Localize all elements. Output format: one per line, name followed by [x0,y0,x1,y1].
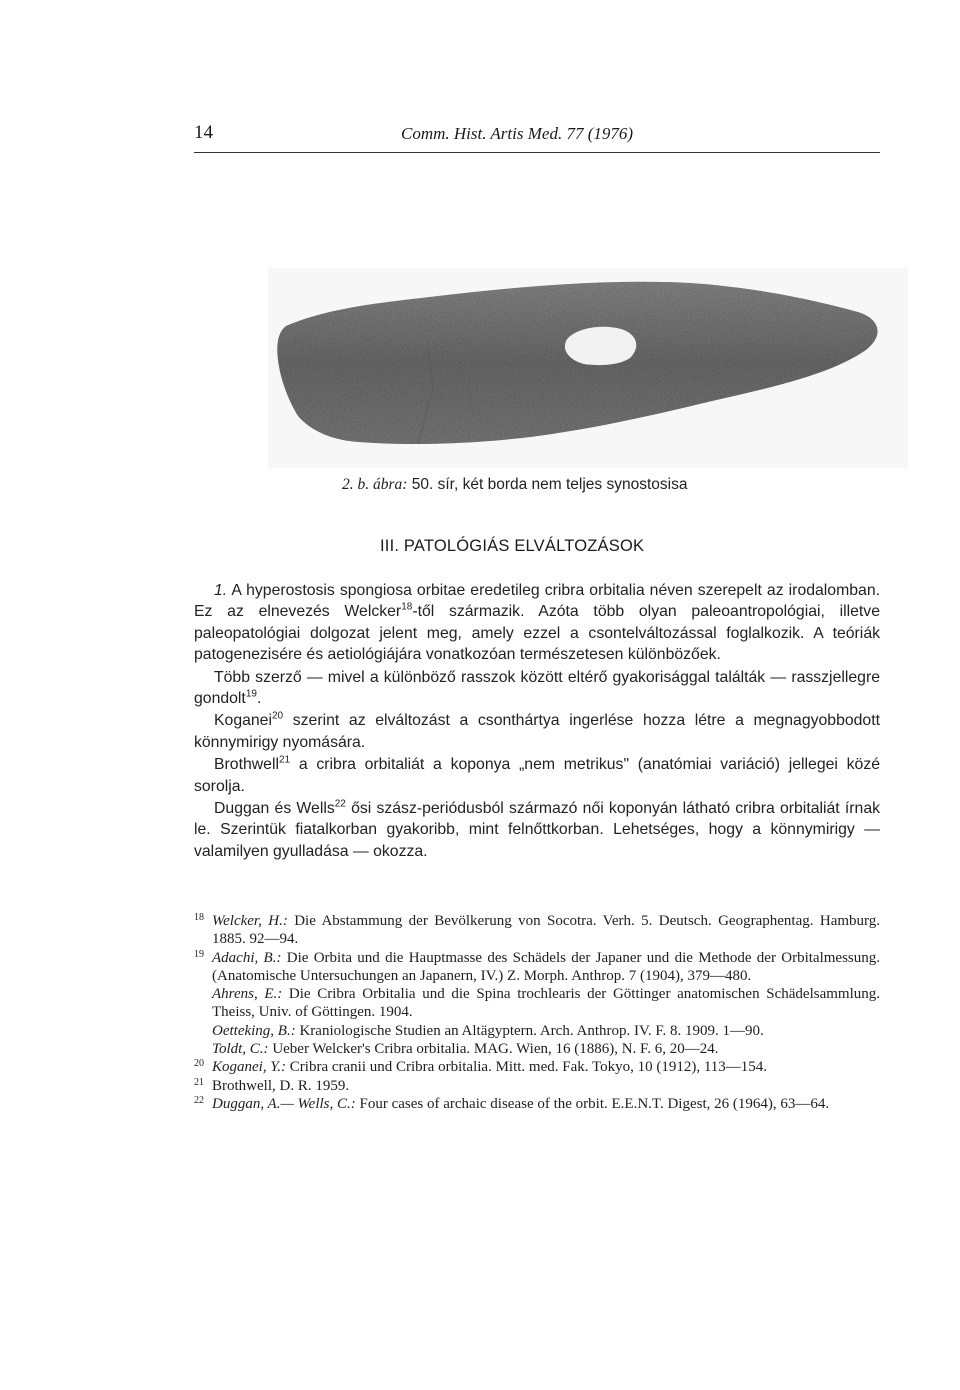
caption-text: 50. sír, két borda nem teljes synostosisa [411,476,688,493]
journal-citation: Comm. Hist. Artis Med. 77 (1976) [401,124,634,143]
footnotes [194,912,880,1113]
paragraph-1: 1. A hyperostosis spongiosa orbitae eredetileg cribra orbitalia néven szerepelt az irodalomban. Ez az elnevezés Welcker$^{18}$-től származik. Azóta több olyan paleoantropológiai, illetve paleopatológiai dolgozat jelent meg, amely ezzel a csontelváltozással foglalkozik. A teóriák patogenezisére és aetiológiájára vonatkozóan természetesen különbözőek. [194,582,880,664]
paragraph-5: Duggan és Wells$^{22}$ ősi szász-periódusból származó női koponyán látható cribra orbitaliát írnak le. Szerintük fiatalkorban gyakoribb, mint felnőttkorban. Lehetséges, hogy a könnymirigy — valamilyen gyulladása — okozza. [194,798,881,860]
footnote: Oetteking, B.: Kraniologische Studien an Altägyptern. Arch. Anthrop. IV. F. 8. 1909. 1—90. [212,1022,764,1039]
page-number: 14 [194,122,213,143]
paragraph-2: Több szerző — mivel a különböző rasszok között eltérő gyakorisággal találták — rasszjellegre gondolt$^{19}$. [194,668,880,708]
paragraph-3: Koganei$^{20}$ szerint az elváltozást a csonthártya ingerlése hozza létre a megnagyobbodott könnymirigy nyomására. [194,711,880,751]
footnote: Ahrens, E.: Die Cribra Orbitalia und die Spina trochlearis der Göttinger anatomischen Schädelsammlung. Theiss, Univ. of Göttingen. 1904. [212,986,880,1021]
caption-label: 2. b. ábra: [342,476,408,493]
figure-caption [342,476,687,494]
footnote: 21 Brothwell, D. R. 1959. [194,1076,350,1094]
paragraph-4: Brothwell$^{21}$ a cribra orbitaliát a koponya „nem metrikus" (anatómiai variáció) jellegei közé sorolja. [194,754,880,795]
footnote: Toldt, C.: Ueber Welcker's Cribra orbitalia. MAG. Wien, 16 (1886), N. F. 6, 20—24. [212,1041,719,1058]
rib-photograph [268,268,908,468]
body-text [194,580,880,862]
running-header [194,122,880,153]
footnote: 22 Duggan, A.— Wells, C.: Four cases of archaic disease of the orbit. E.E.N.T. Digest, 26 (1964), 63—64. [194,1094,830,1112]
footnote: 18 Welcker, H.: Die Abstammung der Bevölkerung von Socotra. Verh. 5. Deutsch. Geographentag. Hamburg. 1885. 92—94. [194,912,880,948]
footnote: 20 Koganei, Y.: Cribra cranii und Cribra orbitalia. Mitt. med. Fak. Tokyo, 10 (1912), 113—154. [194,1058,768,1076]
footnote: 19 Adachi, B.: Die Orbita und die Hauptmasse des Schädels der Japaner und die Methode der Orbitalmessung. (Anatomische Untersuchungen an Japanern, IV.) Z. Morph. Anthrop. 7 (1904), 379—480. [194,948,880,984]
section-title: III. PATOLÓGIÁS ELVÁLTOZÁSOK [380,537,645,555]
